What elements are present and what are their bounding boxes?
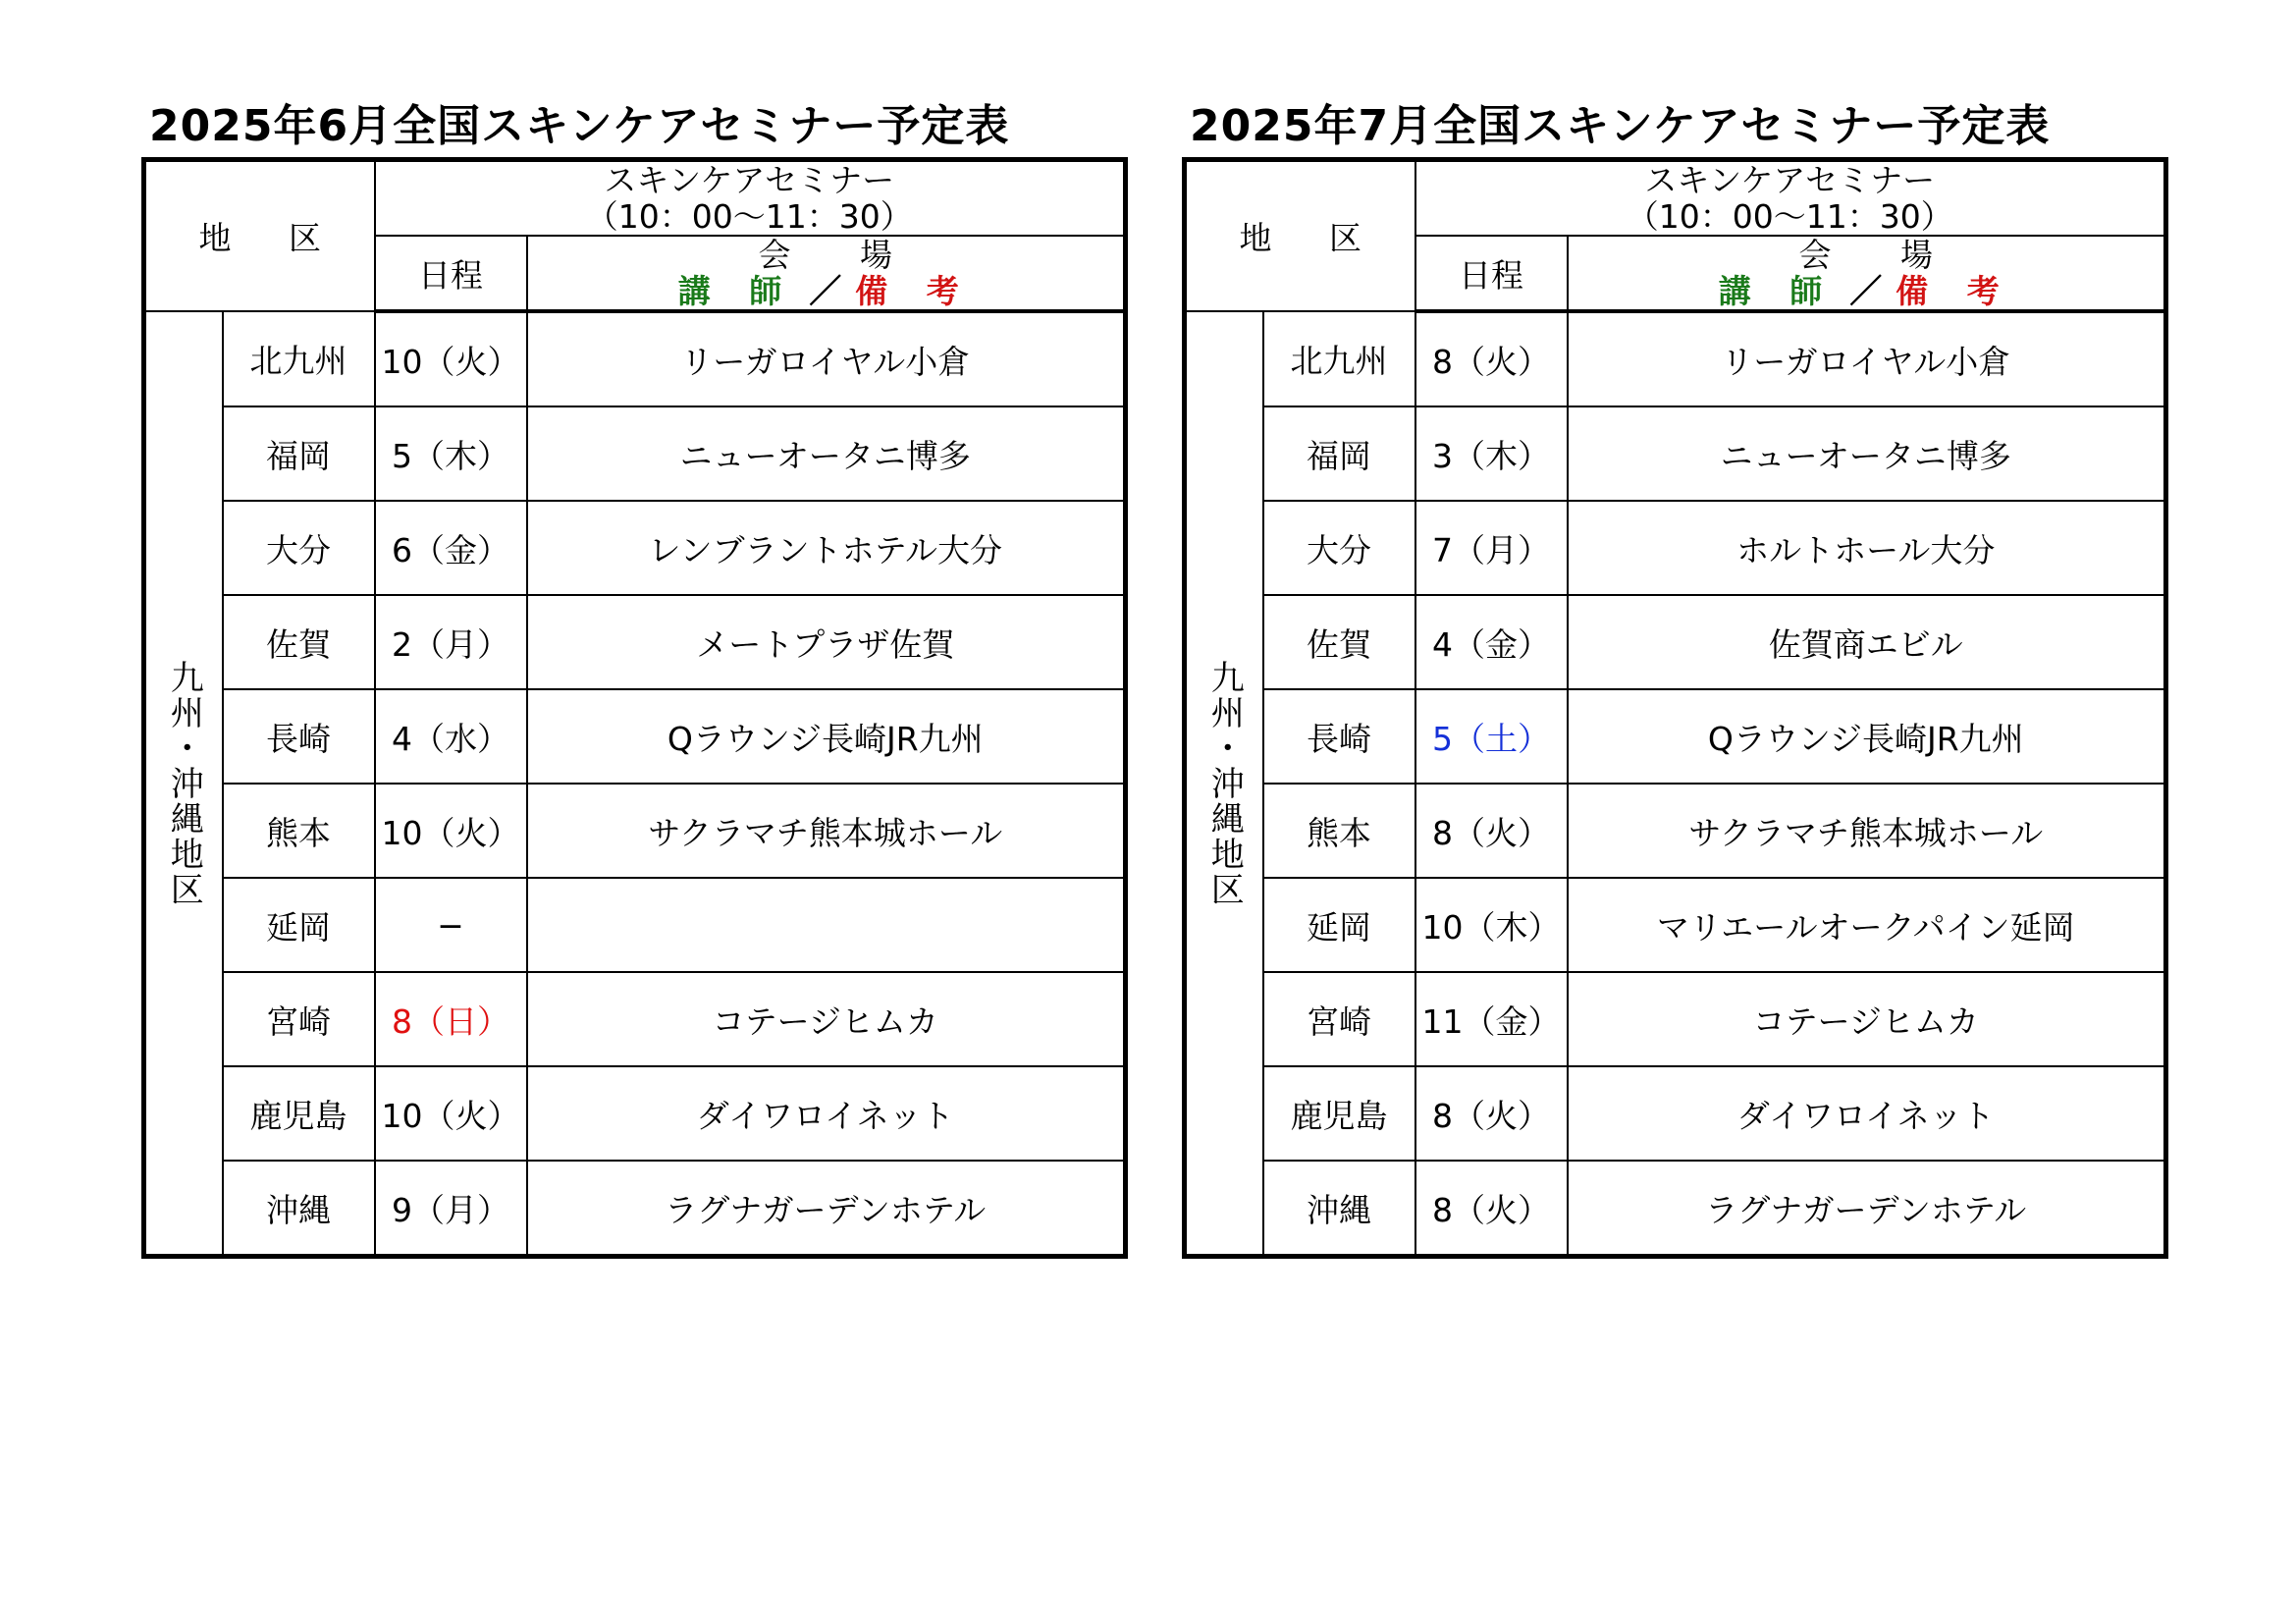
- date-cell: −: [375, 878, 527, 972]
- seminar-title: スキンケアセミナー: [1644, 161, 1936, 199]
- table-row: [144, 689, 1126, 784]
- prefecture-cell: 鹿児島: [223, 1066, 375, 1161]
- table-row: [144, 1066, 1126, 1161]
- region-header: 地 区: [1185, 160, 1415, 312]
- seminar-title: スキンケアセミナー: [604, 161, 895, 199]
- table-row: [144, 311, 1126, 406]
- venue-cell: 佐賀商エビル: [1568, 595, 2166, 689]
- region-header: 地 区: [144, 160, 375, 312]
- table-row: [1185, 1066, 2166, 1161]
- sheet-title: 2025年7月全国スキンケアセミナー予定表: [1190, 101, 2051, 151]
- schedule-table: [141, 157, 1128, 1259]
- prefecture-cell: 鹿児島: [1263, 1066, 1415, 1161]
- date-cell: 6（金）: [375, 501, 527, 595]
- venue-cell: メートプラザ佐賀: [527, 595, 1126, 689]
- july-schedule: [1182, 96, 2163, 1259]
- venue-cell: [527, 878, 1126, 972]
- prefecture-cell: 宮崎: [223, 972, 375, 1066]
- date-cell: 10（火）: [375, 784, 527, 878]
- venue-cell: Qラウンジ長崎JR九州: [1568, 689, 2166, 784]
- table-row: [1185, 878, 2166, 972]
- region-name: 九州・沖縄地区: [1204, 659, 1245, 907]
- prefecture-cell: 大分: [223, 501, 375, 595]
- venue-cell: ニューオータニ博多: [527, 406, 1126, 501]
- date-header: 日程: [375, 236, 527, 311]
- june-schedule: [141, 96, 1123, 1259]
- prefecture-cell: 延岡: [1263, 878, 1415, 972]
- prefecture-cell: 佐賀: [223, 595, 375, 689]
- venue-cell: ホルトホール大分: [1568, 501, 2166, 595]
- table-row: [144, 501, 1126, 595]
- date-cell: 5（土）: [1415, 689, 1568, 784]
- venue-cell: コテージヒムカ: [527, 972, 1126, 1066]
- venue-label: 会 場: [1798, 236, 1962, 274]
- table-body: [1185, 160, 2166, 1257]
- date-cell: 10（木）: [1415, 878, 1568, 972]
- date-cell: 8（火）: [1415, 1066, 1568, 1161]
- table-row: [144, 595, 1126, 689]
- venue-cell: ラグナガーデンホテル: [1568, 1161, 2166, 1257]
- venue-cell: サクラマチ熊本城ホール: [527, 784, 1126, 878]
- table-row: [144, 972, 1126, 1066]
- table-row: [1185, 311, 2166, 406]
- venue-cell: サクラマチ熊本城ホール: [1568, 784, 2166, 878]
- prefecture-cell: 北九州: [223, 311, 375, 406]
- date-cell: 2（月）: [375, 595, 527, 689]
- venue-cell: Qラウンジ長崎JR九州: [527, 689, 1126, 784]
- venue-cell: リーガロイヤル小倉: [1568, 311, 2166, 406]
- date-cell: 4（水）: [375, 689, 527, 784]
- lecturer-label: 講 師: [677, 272, 796, 310]
- table-row: [144, 406, 1126, 501]
- remarks-label: 備 考: [1896, 272, 2013, 310]
- lecturer-label: 講 師: [1718, 272, 1837, 310]
- table-row: [1185, 784, 2166, 878]
- prefecture-cell: 大分: [1263, 501, 1415, 595]
- venue-cell: ダイワロイネット: [1568, 1066, 2166, 1161]
- table-row: [1185, 406, 2166, 501]
- separator: ／: [809, 272, 842, 310]
- prefecture-cell: 福岡: [223, 406, 375, 501]
- prefecture-cell: 延岡: [223, 878, 375, 972]
- header-row: [1185, 160, 2166, 237]
- prefecture-cell: 熊本: [223, 784, 375, 878]
- sheet-title: 2025年6月全国スキンケアセミナー予定表: [149, 101, 1010, 151]
- seminar-header: [1415, 160, 2166, 237]
- table-row: [1185, 689, 2166, 784]
- date-cell: 3（木）: [1415, 406, 1568, 501]
- venue-cell: マリエールオークパイン延岡: [1568, 878, 2166, 972]
- table-row: [1185, 595, 2166, 689]
- table-row: [144, 784, 1126, 878]
- venue-cell: ラグナガーデンホテル: [527, 1161, 1126, 1257]
- prefecture-cell: 長崎: [1263, 689, 1415, 784]
- separator: ／: [1849, 272, 1883, 310]
- remarks-label: 備 考: [855, 272, 973, 310]
- date-cell: 10（火）: [375, 311, 527, 406]
- date-cell: 11（金）: [1415, 972, 1568, 1066]
- date-cell: 7（月）: [1415, 501, 1568, 595]
- date-cell: 8（火）: [1415, 311, 1568, 406]
- prefecture-cell: 福岡: [1263, 406, 1415, 501]
- prefecture-cell: 北九州: [1263, 311, 1415, 406]
- date-cell: 5（木）: [375, 406, 527, 501]
- venue-cell: ニューオータニ博多: [1568, 406, 2166, 501]
- prefecture-cell: 熊本: [1263, 784, 1415, 878]
- prefecture-cell: 沖縄: [1263, 1161, 1415, 1257]
- table-row: [1185, 972, 2166, 1066]
- header-row: [144, 160, 1126, 237]
- lecturer-remarks-label: [1569, 273, 2164, 309]
- table-body: [144, 160, 1126, 1257]
- date-cell: 10（火）: [375, 1066, 527, 1161]
- lecturer-remarks-label: [528, 273, 1124, 309]
- venue-cell: リーガロイヤル小倉: [527, 311, 1126, 406]
- date-header: 日程: [1415, 236, 1568, 311]
- prefecture-cell: 佐賀: [1263, 595, 1415, 689]
- table-row: [1185, 1161, 2166, 1257]
- venue-header: [527, 236, 1126, 311]
- table-row: [1185, 501, 2166, 595]
- date-cell: 8（火）: [1415, 1161, 1568, 1257]
- venue-header: [1568, 236, 2166, 311]
- seminar-time: （10：00〜11：30）: [1626, 197, 1953, 236]
- date-cell: 8（火）: [1415, 784, 1568, 878]
- prefecture-cell: 長崎: [223, 689, 375, 784]
- date-cell: 9（月）: [375, 1161, 527, 1257]
- region-cell: [144, 311, 223, 1257]
- prefecture-cell: 沖縄: [223, 1161, 375, 1257]
- venue-cell: レンブラントホテル大分: [527, 501, 1126, 595]
- region-name: 九州・沖縄地区: [164, 659, 204, 907]
- prefecture-cell: 宮崎: [1263, 972, 1415, 1066]
- seminar-time: （10：00〜11：30）: [585, 197, 913, 236]
- date-cell: 4（金）: [1415, 595, 1568, 689]
- date-cell: 8（日）: [375, 972, 527, 1066]
- schedule-table: [1182, 157, 2168, 1259]
- table-row: [144, 1161, 1126, 1257]
- seminar-header: [375, 160, 1126, 237]
- venue-label: 会 場: [758, 236, 922, 274]
- venue-cell: コテージヒムカ: [1568, 972, 2166, 1066]
- table-row: [144, 878, 1126, 972]
- region-cell: [1185, 311, 1263, 1257]
- venue-cell: ダイワロイネット: [527, 1066, 1126, 1161]
